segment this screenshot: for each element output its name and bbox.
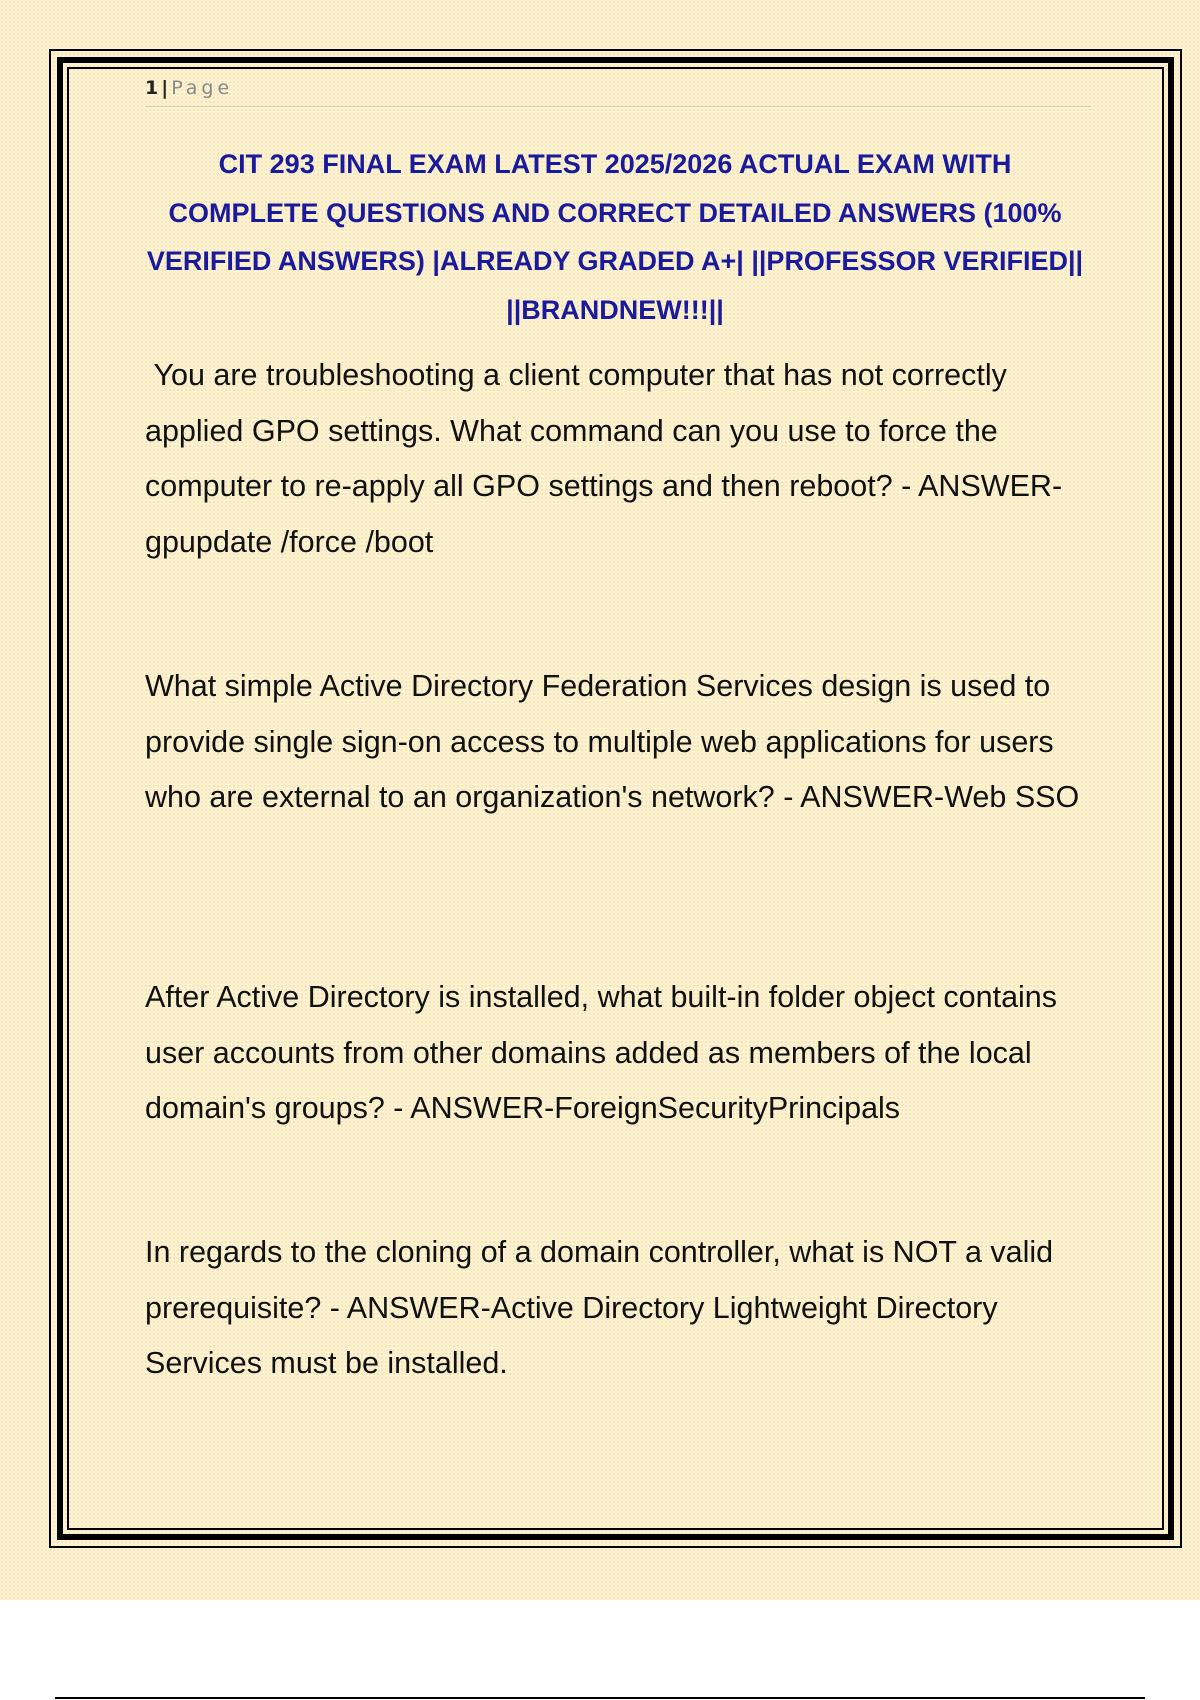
qa-item-3: After Active Directory is installed, what built-in folder object contains user accounts from other domains added as members of the local domain's groups? - ANSWER-ForeignSecurityPrincipals — [145, 980, 1058, 1125]
page-label: Page — [171, 77, 234, 99]
qa-item-4: In regards to the cloning of a domain controller, what is NOT a valid prerequisite? - ANSWER-Active Directory Lightweight Directory Services must be installed. — [145, 1235, 1054, 1380]
page-number: 1 — [145, 77, 159, 99]
page-header — [145, 74, 1091, 107]
page-separator: | — [161, 77, 169, 99]
next-page-rule — [55, 1697, 1145, 1699]
qa-item-1: You are troubleshooting a client computer that has not correctly applied GPO settings. What command can you use to force the computer to re-apply all GPO settings and then reboot? - ANSWER-gpupdate /force /boot — [145, 358, 1063, 559]
qa-item-2: What simple Active Directory Federation Services design is used to provide single sign-on access to multiple web applications for users who are external to an organization's network? - ANSWER-Web SSO — [145, 669, 1080, 814]
document-title: CIT 293 FINAL EXAM LATEST 2025/2026 ACTUAL EXAM WITH COMPLETE QUESTIONS AND CORRECT DETAILED ANSWERS (100% VERIFIED ANSWERS) |ALREADY GRADED A+| ||PROFESSOR VERIFIED|| ||BRANDNEW!!!|| — [146, 149, 1084, 325]
